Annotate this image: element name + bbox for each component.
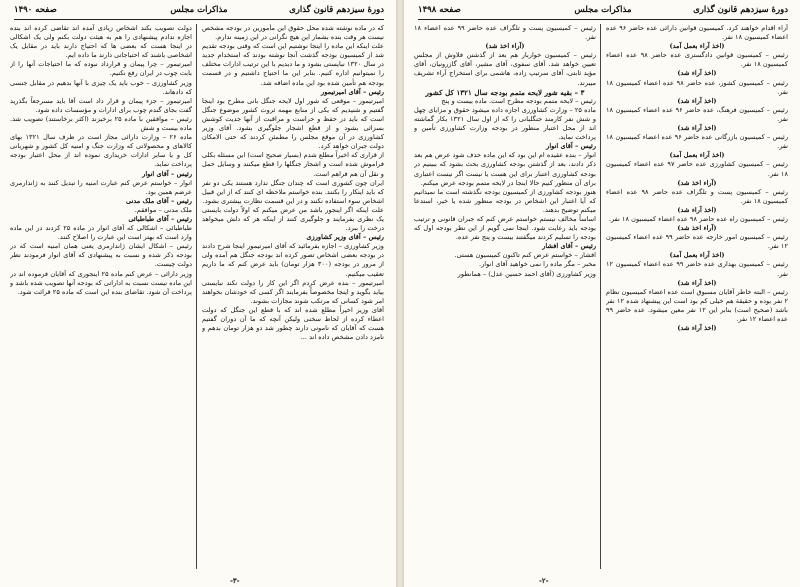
vote-note: (اخذ آراء بعمل آمد) — [669, 251, 725, 260]
speaker-line: رئیس – آقای افشار — [542, 242, 596, 251]
paragraph: انوار – بنده عقیده ام این بود که این ماده حذف شود عرض هم بعد ذکر دادند، بعد از گذشتن بودجه کشاورزی بحث بشود که ببینیم در بودجه کشاورزی اعتبار برای این هست یا نیست اگر نیست اعتباری برای آن منظور کنیم حالا اینجا در لایحه متمم بودجه عرض میکنم. — [414, 151, 596, 187]
paragraph: رئیس – کمیسیون راه عده حاضر ۹۸ عده اعضاء کمیسیون ۱۸ نفر. — [608, 214, 788, 223]
paragraph: از قراری که اخیراً مطلع شدم (بسیار صحیح است) این مسئله بکلی فراموش شده است و اشجار جنگلها را قطع میکنند و وسایل حمل و نقل آن هم فراهم است. — [202, 151, 384, 178]
left-header-page-label: صفحه ۱۴۹۰ — [14, 5, 57, 15]
vote-note: (آراء اخذ شد) — [485, 42, 525, 51]
speaker-line: رئیس – آقای طباطبائی — [128, 214, 192, 223]
paragraph: آراء اقدام خواهند کرد. کمیسیون قوانین دارائی عده حاضر ۹۶ عده اعضاء کمیسیون ۱۸ نفر. — [606, 24, 788, 42]
paragraph: ایران چون کشوری است که چندان جنگل ندارد هستند یکی دو نفر که باید اینکار را بکنند. بنده خواستم ملاحظه ای کنند که از این قبیل اشخاص سوء استفاده نکنند و در این قسمت نظارت بیشتری بشود. — [202, 178, 384, 205]
paragraph: وزیر دارائی – عرض کنم ماده ۲۵ اینجوری که آقایان فرموده اند در این ماده نیست نسبت به اداراتی که بودجه آنها تصویب شده باشد و پرداخت آن شود. تقاضای بنده این است که ماده ۲۵ قرائت شود. — [10, 269, 192, 296]
column-divider — [600, 24, 601, 569]
speaker-line: رئیس – آقای انوار — [142, 169, 192, 178]
paragraph: رئیس – موافقین با ماده ۲۵ برخیزند (اکثر برخاستند) تصویب شد. ماده بیست و شش — [10, 114, 192, 133]
paragraph: وزیر کشاورزی – اجازه بفرمائید که آقای امیرتیمور اینجا شرح دادند در بودجه بعضی اشخاص تصور کرده اند بودجه جنگل هم آمده ولی از مرور در بودجه (۳۰۰ هزار تومان) باید عرض کنم که ما داریم تعقیب میکنیم. — [202, 242, 384, 278]
vote-note: (اخذ آراء شد) — [677, 324, 717, 333]
right-page-header — [418, 3, 788, 20]
left-page-right-column — [202, 24, 384, 573]
paragraph: رئیس – کمیسیون پست و تلگراف عده حاضر ۹۸ عده اعضاء کمیسیون ۱۸ نفر. — [606, 187, 788, 205]
paragraph: رئیس – کمیسیون بازرگانی عده حاضر ۹۶ عده اعضاء کمیسیون ۱۸ نفر. — [606, 133, 788, 151]
vote-note: (آراء اخذ شد) — [677, 178, 717, 187]
paragraph: علت اینکه این ماده را اینجا نوشتیم این است که وقتی بودجه تقدیم شد از کمیسیون بودجه گذشت آنجا نوشته بودند که استخدام جدید در سال ۱۳۲۰ نبایستی بشود و ما دیدیم با این ترتیب ادارات مختلف را نمیتوانیم اداره کنیم. بنابر این ما احتیاج داشتیم و در قسمت بودجه هم تأمین شده بود این ماده اضافه شد. — [202, 42, 384, 87]
vote-note: (اخذ آراء بعمل آمد) — [669, 151, 725, 160]
left-header-session: دورهٔ سیزدهم قانون گذاری — [289, 5, 384, 15]
paragraph: ماده ۲۶ – وزارت دارائی مجاز است در ظرف سال ۱۳۲۱ بهای کالاهای و محصولاتی که وزارت جنگ و امنیه کل کشور و شهربانی کل و یا سایر ادارات خریداری نموده اند از محل اعتبار بودجه پرداخت نماید. — [10, 133, 192, 169]
paragraph: رئیس – کمیسیون فرهنگ، عده حاضر ۹۶ عده اعضاء کمیسیون ۱۸ نفر. — [606, 105, 788, 123]
paragraph: رئیس – کمیسیون خواربار هم بعد از گذشتن فلاوش از مجلس تعیین خواهد شد. آقای سفوی، آقای مشیر، آقای گازرونیان، آقای مؤید ثابتی، آقای سرتیپ زاده، هاشمی برای استخراج آراء تشریف میبرند. — [414, 51, 596, 87]
vote-note: (اخذ آراء شد) — [677, 69, 717, 78]
left-page-left-column — [10, 24, 192, 573]
speaker-line: رئیس – آقای ملک مدنی — [126, 196, 192, 205]
right-header-title: مذاکرات مجلس — [574, 5, 632, 15]
speaker-line: رئیس – آقای انوار — [546, 142, 596, 151]
right-header-session: دورهٔ سیزدهم قانون گذاری — [693, 5, 788, 15]
paragraph: دولت تصویب بکند اشخاص زیادی آمده اند تقاضی کرده اند بنده اجازه ندادم پیشنهادی را هم به هیئت دولت بکنم ولی یک اشکالی در اینجا هست که بعضی ها که احتیاج دارند باید در مقابل یک اشخاصی باشند که احتیاجاتی دارند ما داده ایم. — [10, 24, 192, 60]
section-heading: ۳ – بقیه شور لایحه متمم بودجه سال ۱۳۲۱ کل کشور — [425, 87, 585, 97]
speaker-line: رئیس – آقای امیرتیمور — [321, 87, 384, 96]
vote-note: (اخذ آراء شد) — [677, 96, 717, 105]
vote-note: (آراء اخذ شد) — [677, 224, 717, 233]
vote-note: (اخذ آراء شد) — [677, 278, 717, 287]
paragraph: رئیس – کمیسیون بهداری عده حاضر ۹۹ عده اعضاء کمیسیون ۱۲ نفر. — [606, 260, 788, 278]
paragraph: رئیس – کمیسیون کشور، عده حاضر ۹۸ عده اعضاء کمیسیون ۱۸ نفر. — [606, 78, 788, 96]
paragraph: افشار – خواستم عرض کنم تاکنون کمیسیون هستی. — [454, 251, 596, 260]
paragraph: رئیس – البته خاطر آقایان مسبوق است عده اعضاء کمیسیون نظام ۲ نفر بوده و حقیقة هم خیلی کم بود است این پیشنهاد شده ۱۲ نفر باشد (صحیح است) بنابر این ۱۲ نفر معین میشود. عده حاضر ۹۹ عده اعضاء ۱۲ نفر. — [606, 287, 788, 323]
paragraph: هنوز بودجه کشاورزی از کمیسیون بودجه نگذشته است ما نمیدانیم که آیا اعتبار این اشخاص در بودجه منظور شده یا خیر، استدعا میکنم توضیح بدهند. — [414, 187, 596, 214]
paragraph: طباطبائی – اشکالی که آقای انوار در ماده ۲۵ کردند در این ماده وارد است که بهتر است این عبارت را اصلاح کنند. — [10, 224, 192, 242]
book-gutter — [396, 0, 404, 587]
left-page-number: -۳- — [230, 576, 240, 585]
paragraph: اساساً مخالف نیستم خواستم عرض کنم که جبران قانونی و ترتیب بودجه باید رعایت شود. اینجا نمی گویم از این نظر بودجه اول که بودجه را تسلیم کردند میگفتند بیست و پنج نفر عده. — [414, 214, 596, 242]
vote-note: (اخذ آراء شد) — [677, 124, 717, 133]
right-page-left-column — [414, 24, 596, 573]
paragraph: رئیس – کمیسیون امور خارجه عده حاضر ۹۹ عده اعضاء کمیسیون ۱۲ نفر. — [606, 233, 788, 251]
paragraph: امیرتیمور – بنده عرض کردم اگر این کار را دولت نکند نبایستی بیاید بگوید و اینجا مخصوصاً بفرمایند اگر کسی که خودشان بخواهند امر شود کسانی که مرتکب شوند مجازات بشوند. — [202, 278, 384, 305]
right-page — [404, 0, 800, 587]
left-header-title: مذاکرات مجلس — [170, 5, 228, 15]
paragraph: ماده ۲۵ – وزارت کشاورزی اجازه داده میشود حقوق و مزایای چهل و شش نفر کارمند جنگلبانی را که از اول سال ۱۳۲۱ بکار گماشته اند از محل اعتبار منظور در بودجه وزارت کشاورزی تأمین و پرداخت نماید. — [414, 105, 596, 142]
paragraph: رئیس – لایحه متمم بودجه مطرح است. ماده بیست و پنج — [441, 96, 596, 105]
left-page — [0, 0, 396, 587]
vote-note: (اخذ آراء بعمل آمد) — [669, 42, 725, 51]
paragraph: رئیس – کمیسیون کشاورزی عده حاضر ۹۷ عده اعضاء کمیسیون ۱۸ نفر. — [606, 160, 788, 178]
paragraph: امیرتیمور – جزء پیمان و قرار داد است آقا باید مسرجعاً بگذرید گفت بجای گندم چوب برای ادارات و مؤسسات داده شود. — [10, 96, 192, 114]
paragraph: انوار – خواستم عرض کنم عبارت امنیه را تبدیل کنند به ژاندارمری عرضم همین بود. — [10, 178, 192, 196]
speaker-line: رئیس – آقای وزیر کشاورزی — [306, 233, 384, 242]
paragraph: امیرتیمور – موقعی که شور اول لایحه جنگل بانی مطرح بود اینجا گفتیم و شنیدیم که یکی از منابع مهمه ثروت کشور موضوع جنگل است که باید در حفظ و حراست و مراقبت از آنها جدیت کوشش بسزائی بشود و از قطع اشجار جلوگیری بشود. آقای وزیر کشاورزی در آن موقع مجلس را مطمئن کردند که حتی الامکان دولت جبران خواهد کرد. — [202, 96, 384, 151]
paragraph: وزیر کشاورزی (آقای احمد حسین عدل) – همانطور — [457, 269, 596, 278]
paragraph: مخبر – مگر ماده را نمی خواهید آقای انوار. — [479, 260, 596, 269]
paragraph: رئیس – کمیسیون قوانین دادگستری عده حاضر ۹۸ عده اعضاء کمیسیون ۱۸ نفر. — [606, 51, 788, 69]
paragraph: رئیس – اشکال ایشان ژاندارمری یعنی همان امنیه است که در بودجه ذکر شده و نسبت به پیشنهادی که آقای انوار فرمودند نظر دولت چیست. — [10, 242, 192, 269]
vote-note: (اخذ آراء شد) — [677, 205, 717, 214]
right-page-number: -۲- — [539, 576, 549, 585]
paragraph: امیرتیمور – چرا پیمان و قرارداد نبوده که ما احتیاجات آنها را از بابت چوب در ایران رفع نکنیم. — [10, 60, 192, 78]
paragraph: علت اینکه اگر اینجور باشد من عرض میکنم که اولاً دولت بایستی یک نظری بفرمایند و جلوگیری کنند از اینکه هر که دلش میخواهد درخت را ببرد. — [202, 205, 384, 233]
paragraph: که در ماده نوشته شده محل حقوق این مأمورین در بودجه مشخص نیست هر وقت بنده بشمار این هیچ نگرانی در این زمینه ندارم. — [202, 24, 384, 42]
column-divider — [196, 24, 197, 569]
paragraph: رئیس – کمیسیون پست و تلگراف عده حاضر ۹۹ عده اعضاء ۱۸ نفر. — [414, 24, 596, 42]
paragraph: وزیر کشاورزی – خوب باید یک چیزی با آنها بدهیم در مقابل جنسی که دادهاند. — [10, 78, 192, 96]
left-page-header — [14, 3, 384, 20]
paragraph: آقای وزیر اخیراً مطلع شده اند که با قطع این جنگل که دولت اعطاء کرده از لحاظ سخنی ولیکن آنچه که ما آن دوران گفتیم هست که آقایان که نامونی دارند چطور شد دو هزار تومان بدهم و نامزد دادن مشخص داده اند ... — [202, 305, 384, 342]
paragraph: ملک مدنی – موافقم. — [134, 205, 192, 214]
right-page-right-column — [606, 24, 788, 573]
right-header-page-label: صفحه ۱۴۹۸ — [418, 5, 461, 15]
